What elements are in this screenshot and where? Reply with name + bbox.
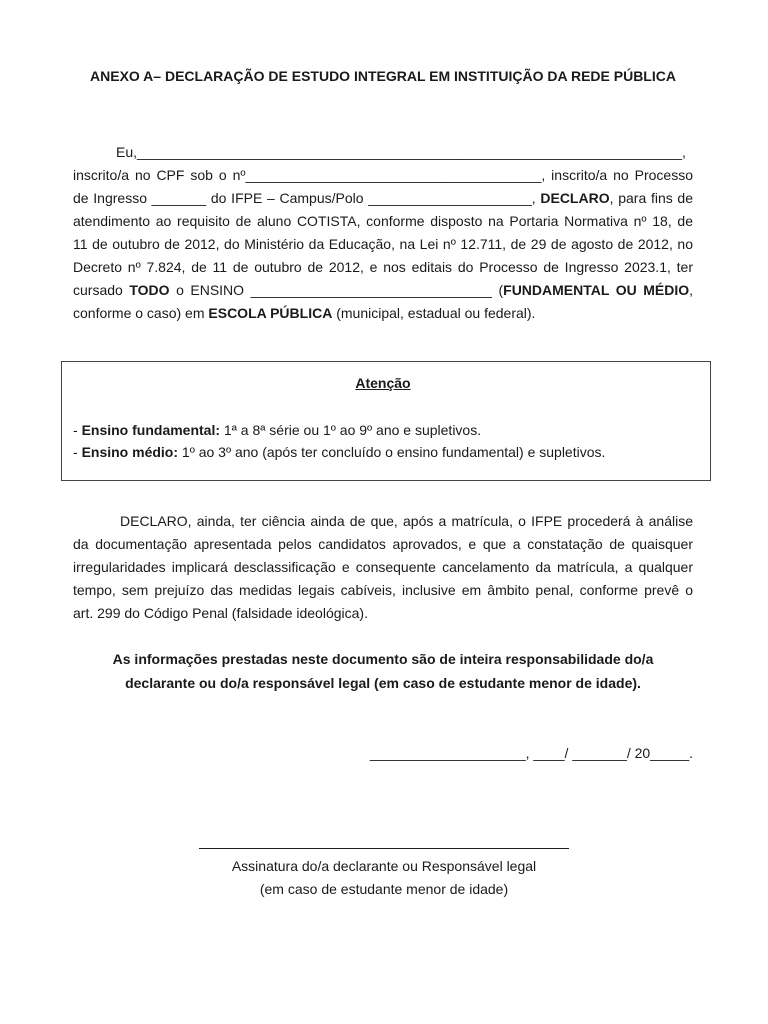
declaration-text: Decreto nº 7.824, de 11 de outubro de 2012, e nos editais do Processo de Ingresso 2023.1, ter [73, 259, 693, 275]
declaration-line [73, 233, 693, 256]
acknowledgement-line: da documentação apresentada pelos candidatos aprovados, e que a constatação de quaisquer [73, 536, 693, 552]
declaration-text: , [689, 282, 693, 298]
declaration-paragraph [73, 141, 693, 325]
attention-item-label: Ensino médio: [81, 444, 179, 460]
declaration-text: inscrito/a no CPF sob o nº______________________________________, inscrito/a no Processo [73, 167, 693, 183]
acknowledgement-line: DECLARO, ainda, ter ciência ainda de que, após a matrícula, o IFPE procederá à análise [120, 513, 693, 529]
attention-item [73, 419, 693, 441]
declaration-text: de Ingresso _______ do IFPE – Campus/Polo _____________________, [73, 190, 541, 206]
acknowledgement-line: irregularidades implicará desclassificação e consequente cancelamento da matrícula, a qualquer [73, 559, 693, 575]
todo-keyword: TODO [129, 282, 170, 298]
document-title: ANEXO A– DECLARAÇÃO DE ESTUDO INTEGRAL EM INSTITUIÇÃO DA REDE PÚBLICA [90, 68, 676, 84]
acknowledgement-line: art. 299 do Código Penal (falsidade ideológica). [73, 605, 368, 621]
declaration-line [73, 302, 693, 325]
campus-blank-line [73, 187, 693, 210]
declaration-text: conforme o caso) em [73, 305, 209, 321]
attention-heading-text: Atenção [355, 375, 411, 391]
signature-note: (em caso de estudante menor de idade) [259, 881, 509, 897]
public-school-keyword: ESCOLA PÚBLICA [208, 305, 333, 321]
responsibility-line: As informações prestadas neste documento são de inteira responsabilidade do/a [112, 651, 654, 667]
declaration-text: Eu,______________________________________________________________________, [116, 144, 686, 160]
declaration-line [73, 256, 693, 279]
acknowledgement-line: tempo, sem prejuízo das medidas legais cabíveis, inclusive em âmbito penal, conforme prevê o [73, 582, 693, 598]
education-level-line [73, 279, 693, 302]
declaro-keyword: DECLARO [540, 190, 610, 206]
responsibility-line: declarante ou do/a responsável legal (em caso de estudante menor de idade). [125, 675, 641, 691]
attention-item-text: 1ª a 8ª série ou 1º ao 9º ano e supletivos. [220, 422, 482, 438]
attention-item-bullet: - [73, 444, 82, 460]
declaration-line [73, 210, 693, 233]
acknowledgement-paragraph [73, 510, 693, 625]
declaration-text: (municipal, estadual ou federal). [332, 305, 536, 321]
place-date-line: ____________________, ____/ _______/ 20_____. [369, 745, 693, 761]
attention-heading [73, 372, 693, 394]
attention-item-bullet: - [73, 422, 82, 438]
attention-item-label: Ensino fundamental: [81, 422, 221, 438]
signature-line [199, 848, 569, 849]
declaration-text: , para fins de [609, 190, 694, 206]
responsibility-statement [73, 647, 693, 695]
signature-block [199, 855, 569, 901]
cpf-blank-line [73, 164, 693, 187]
declaration-text: atendimento ao requisito de aluno COTISTA, conforme disposto na Portaria Normativa nº 18, de [73, 213, 693, 229]
education-level-options: FUNDAMENTAL OU MÉDIO [503, 282, 690, 298]
attention-item [73, 441, 693, 463]
attention-list [73, 419, 693, 463]
declaration-text: 11 de outubro de 2012, do Ministério da Educação, na Lei nº 12.711, de 29 de agosto de 2012, no [73, 236, 693, 252]
education-level-blank: o ENSINO _______________________________ ( [169, 282, 504, 298]
name-blank-line [73, 141, 693, 164]
declaration-text: cursado [73, 282, 130, 298]
attention-box [61, 361, 711, 481]
signature-caption: Assinatura do/a declarante ou Responsável legal [231, 858, 537, 874]
attention-item-text: 1º ao 3º ano (após ter concluído o ensino fundamental) e supletivos. [178, 444, 606, 460]
